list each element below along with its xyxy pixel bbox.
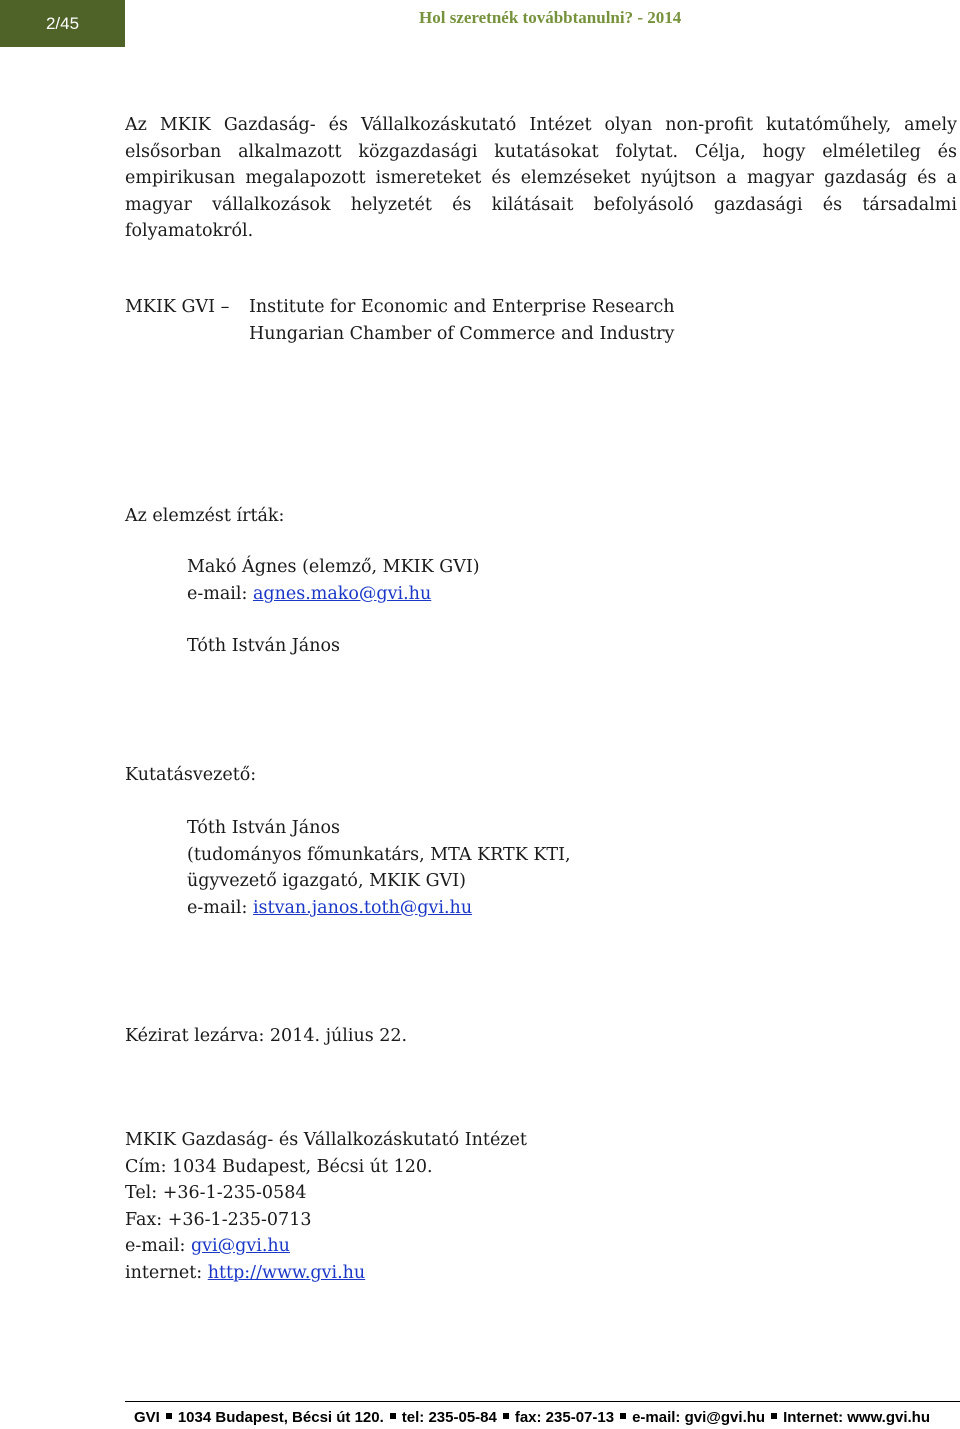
square-bullet-icon [503,1413,509,1419]
email-label: e-mail: [187,897,253,918]
square-bullet-icon [771,1413,777,1419]
contact-block [125,1127,527,1286]
contact-org-name: MKIK Gazdaság- és Vállalkozáskutató Intézet [125,1130,527,1150]
intro-paragraph: Az MKIK Gazdaság- és Vállalkozáskutató Intézet olyan non-profit kutatóműhely, amely elsősorban alkalmazott közgazdasági kutatásokat folytat. Célja, hogy elméletileg és empirikusan megalapozott ismereteket és elemzéseket nyújtson a magyar gazdaság és a magyar vállalkozások helyzetét és kilátásait befolyásoló gazdasági és társadalmi folyamatokról. [125,115,957,241]
org-label: MKIK GVI – [125,297,230,317]
internet-label: internet: [125,1262,208,1283]
authors-heading: Az elemzést írták: [125,506,285,526]
email-label: e-mail: [187,583,253,604]
square-bullet-icon [390,1413,396,1419]
email-label: e-mail: [125,1236,191,1256]
contact-email-line [125,1233,527,1260]
square-bullet-icon [620,1413,626,1419]
author-1-email-link[interactable]: agnes.mako@gvi.hu [252,583,432,604]
contact-fax: Fax: +36-1-235-0713 [125,1209,312,1230]
org-name-en: Institute for Economic and Enterprise Research [249,297,675,317]
author-1-name: Makó Ágnes (elemző, MKIK GVI) [187,557,480,577]
research-lead-heading: Kutatásvezető: [125,765,257,785]
footer-divider [125,1401,960,1402]
footer-email: e-mail: gvi@gvi.hu [632,1409,766,1426]
research-lead [187,815,571,921]
page-number: 2/45 [45,13,80,33]
contact-email-link[interactable]: gvi@gvi.hu [190,1236,290,1256]
page-footer [134,1409,930,1426]
contact-tel: Tel: +36-1-235-0584 [125,1183,307,1203]
footer-internet: Internet: www.gvi.hu [783,1409,931,1426]
author-1 [187,554,480,607]
author-2-name: Tóth István János [187,636,341,656]
running-title: Hol szeretnék továbbtanulni? - 2014 [419,8,682,27]
author-1-email-line [187,581,480,608]
footer-tel: tel: 235-05-84 [401,1409,497,1426]
manuscript-closed: Kézirat lezárva: 2014. július 22. [125,1026,408,1046]
footer-fax: fax: 235-07-13 [514,1409,615,1426]
contact-website-link[interactable]: http://www.gvi.hu [207,1262,366,1283]
lead-email-line [187,895,571,922]
org-name-chamber: Hungarian Chamber of Commerce and Industry [249,323,675,344]
lead-email-link[interactable]: istvan.janos.toth@gvi.hu [252,897,473,918]
footer-address: 1034 Budapest, Bécsi út 120. [177,1409,384,1426]
contact-address: Cím: 1034 Budapest, Bécsi út 120. [125,1156,433,1177]
lead-role-2: ügyvezető igazgató, MKIK GVI) [187,871,466,891]
page-number-badge [0,0,125,47]
org-name-block [249,294,675,347]
footer-org: GVI [134,1409,160,1426]
lead-role-1: (tudományos főmunkatárs, MTA KRTK KTI, [187,844,571,865]
lead-name: Tóth István János [187,818,341,838]
contact-internet-line [125,1260,527,1287]
square-bullet-icon [166,1413,172,1419]
